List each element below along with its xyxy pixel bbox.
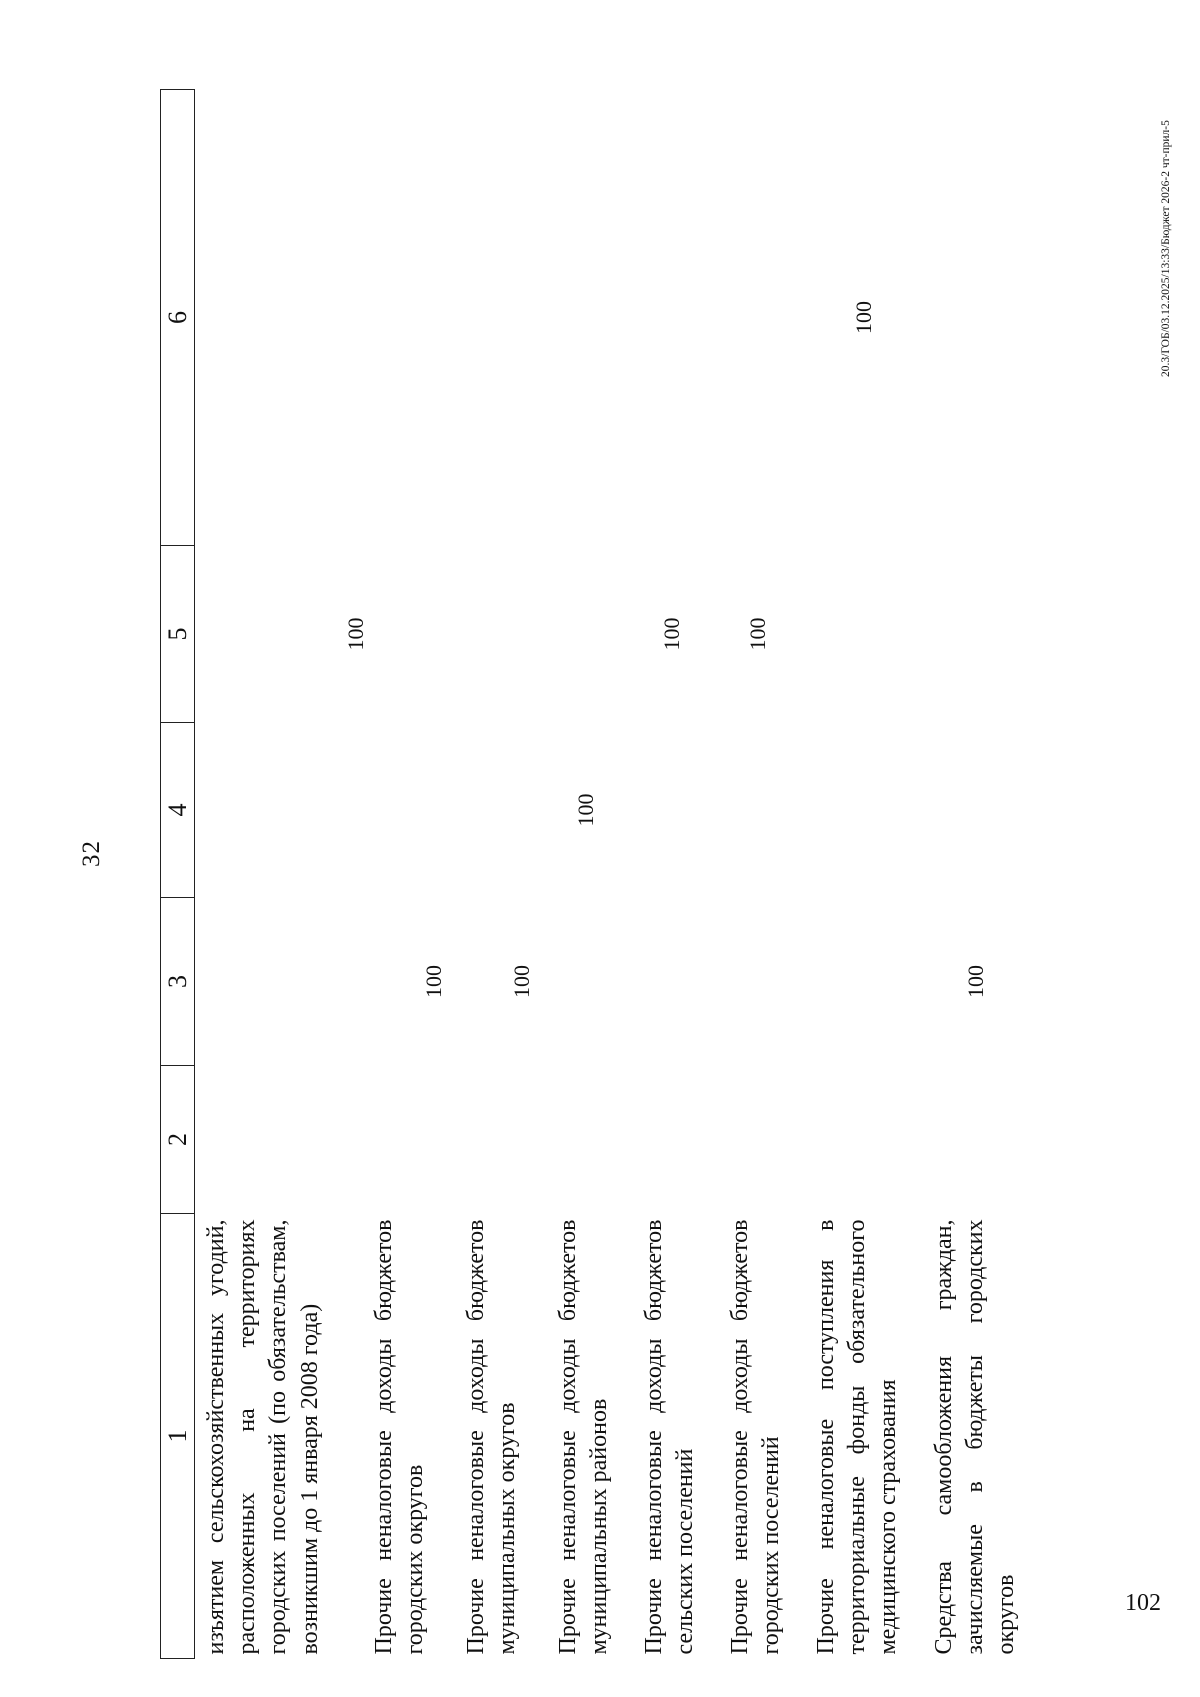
column-4-value: [461, 723, 553, 898]
column-4-value: [639, 723, 725, 898]
table-header-row: [161, 90, 195, 1659]
column-6-value: [195, 90, 370, 546]
column-3-value: [811, 898, 929, 1066]
table-row: [461, 90, 553, 1659]
row-description: Прочие неналоговые поступления в территориальные фонды обязательного медицинского страхования: [813, 1219, 902, 1655]
column-6-value: [639, 90, 725, 546]
column-3-value: [553, 898, 639, 1066]
column-2-value: [195, 1066, 370, 1214]
table-row: [553, 90, 639, 1659]
column-4-value: 100: [573, 793, 598, 827]
table-row: [639, 90, 725, 1659]
table-row: [195, 90, 370, 1659]
row-description: Прочие неналоговые доходы бюджетов городских поселений: [727, 1219, 785, 1655]
document-code: 20.3/ГОБ/03.12.2025/13:33/Бюджет 2026-2 чт-прил-5: [1160, 120, 1172, 377]
column-2-value: [461, 1066, 553, 1214]
column-3-value: [195, 898, 370, 1066]
column-4-value: [195, 723, 370, 898]
column-2-value: [639, 1066, 725, 1214]
column-2-value: [929, 1066, 1049, 1214]
column-header-3: 3: [161, 898, 195, 1066]
column-5-value: [461, 546, 553, 723]
sheet-number: 102: [1125, 1590, 1161, 1616]
column-2-value: [725, 1066, 811, 1214]
column-header-5: 5: [161, 546, 195, 723]
column-2-value: [553, 1066, 639, 1214]
column-header-1: 1: [161, 1214, 195, 1659]
column-6-value: [929, 90, 1049, 546]
column-6-value: [725, 90, 811, 546]
row-description: Прочие неналоговые доходы бюджетов городских округов: [371, 1219, 429, 1655]
column-4-value: [369, 723, 461, 898]
column-5-value: [929, 546, 1049, 723]
row-description: Прочие неналоговые доходы бюджетов сельских поселений: [641, 1219, 699, 1655]
table-row: [369, 90, 461, 1659]
column-5-value: 100: [659, 617, 684, 651]
column-3-value: [725, 898, 811, 1066]
column-5-value: 100: [343, 617, 368, 651]
column-2-value: [369, 1066, 461, 1214]
page-number: 32: [78, 840, 105, 867]
column-header-2: 2: [161, 1066, 195, 1214]
column-6-value: 100: [851, 301, 876, 334]
column-4-value: [811, 723, 929, 898]
column-3-value: 100: [421, 965, 446, 998]
column-5-value: [811, 546, 929, 723]
column-2-value: [811, 1066, 929, 1214]
column-6-value: [553, 90, 639, 546]
column-3-value: 100: [963, 965, 988, 998]
row-description: изъятием сельскохозяйственных угодий, расположенных на территориях городских поселений (по обязательствам, возникшим до 1 января 2008 года): [203, 1219, 323, 1655]
column-6-value: [369, 90, 461, 546]
column-3-value: 100: [509, 965, 534, 998]
column-4-value: [725, 723, 811, 898]
income-distribution-table: [160, 90, 1049, 1659]
row-description: Прочие неналоговые доходы бюджетов муниципальных районов: [555, 1219, 613, 1655]
column-5-value: [369, 546, 461, 723]
column-4-value: [929, 723, 1049, 898]
table-row: [929, 90, 1049, 1659]
row-description: Прочие неналоговые доходы бюджетов муниципальных округов: [463, 1219, 521, 1655]
column-5-value: [553, 546, 639, 723]
table-row: [811, 90, 929, 1659]
column-6-value: [461, 90, 553, 546]
column-5-value: 100: [745, 617, 770, 651]
column-header-6: 6: [161, 90, 195, 546]
column-3-value: [639, 898, 725, 1066]
table-row: [725, 90, 811, 1659]
column-header-4: 4: [161, 723, 195, 898]
row-description: Средства самообложения граждан, зачисляемые в бюджеты городских округов: [931, 1219, 1020, 1655]
